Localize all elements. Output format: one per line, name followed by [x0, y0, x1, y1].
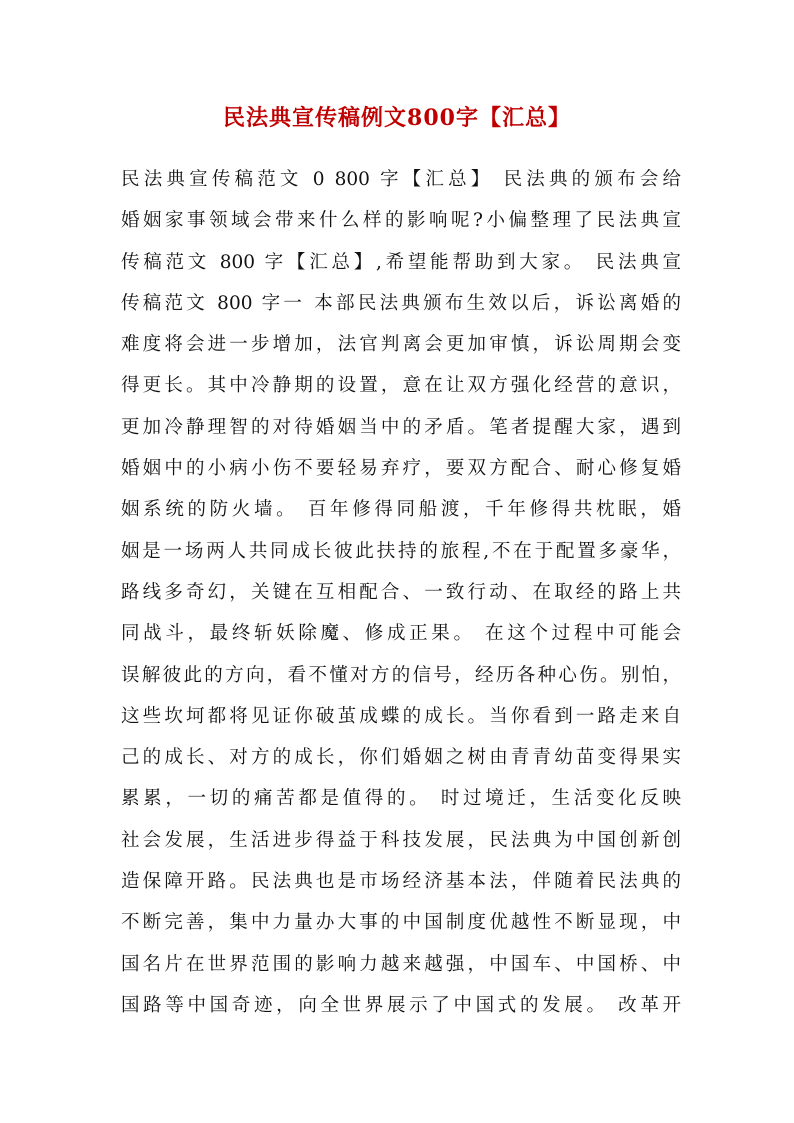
body-line: 国名片在世界范围的影响力越来越强，中国车、中国桥、中: [121, 953, 681, 975]
body-line: 造保障开路。民法典也是市场经济基本法，伴随着民法典的: [121, 871, 681, 893]
body-line: 传稿范文 800 字一 本部民法典颁布生效以后，诉讼离婚的: [121, 292, 681, 314]
body-line: 婚姻中的小病小伤不要轻易弃疗，要双方配合、耐心修复婚: [121, 458, 681, 480]
body-line: 得更长。其中冷静期的设置，意在让双方强化经营的意识，: [121, 375, 681, 397]
body-line: 这些坎坷都将见证你破茧成蝶的成长。当你看到一路走来自: [121, 705, 681, 727]
body-line: 难度将会进一步增加，法官判离会更加审慎，诉讼周期会变: [121, 334, 681, 356]
document-body: [121, 159, 681, 1026]
body-line: 路线多奇幻，关键在互相配合、一致行动、在取经的路上共: [121, 581, 681, 603]
body-line: 姻系统的防火墙。 百年修得同船渡，千年修得共枕眠，婚: [121, 499, 681, 521]
body-line: 传稿范文 800 字【汇总】,希望能帮助到大家。 民法典宣: [121, 251, 681, 273]
body-line: 社会发展，生活进步得益于科技发展，民法典为中国创新创: [121, 829, 681, 851]
body-line: 不断完善，集中力量办大事的中国制度优越性不断显现，中: [121, 912, 681, 934]
body-line: 更加冷静理智的对待婚姻当中的矛盾。笔者提醒大家，遇到: [121, 416, 681, 438]
body-line: 同战斗，最终斩妖除魔、修成正果。 在这个过程中可能会: [121, 623, 681, 645]
body-line: 民法典宣传稿范文 0 800 字【汇总】 民法典的颁布会给: [121, 169, 681, 190]
body-line: 婚姻家事领域会带来什么样的影响呢?小偏整理了民法典宣: [121, 210, 681, 232]
body-line: 姻是一场两人共同成长彼此扶持的旅程,不在于配置多豪华，: [121, 540, 681, 562]
body-line: 己的成长、对方的成长，你们婚姻之树由青青幼苗变得果实: [121, 747, 681, 769]
body-line: 国路等中国奇迹，向全世界展示了中国式的发展。 改革开: [121, 994, 681, 1016]
body-line: 累累，一切的痛苦都是值得的。 时过境迁，生活变化反映: [121, 788, 681, 810]
body-line: 误解彼此的方向，看不懂对方的信号，经历各种心伤。别怕，: [121, 664, 681, 686]
document-title: 民法典宣传稿例文800字【汇总】: [223, 105, 571, 131]
